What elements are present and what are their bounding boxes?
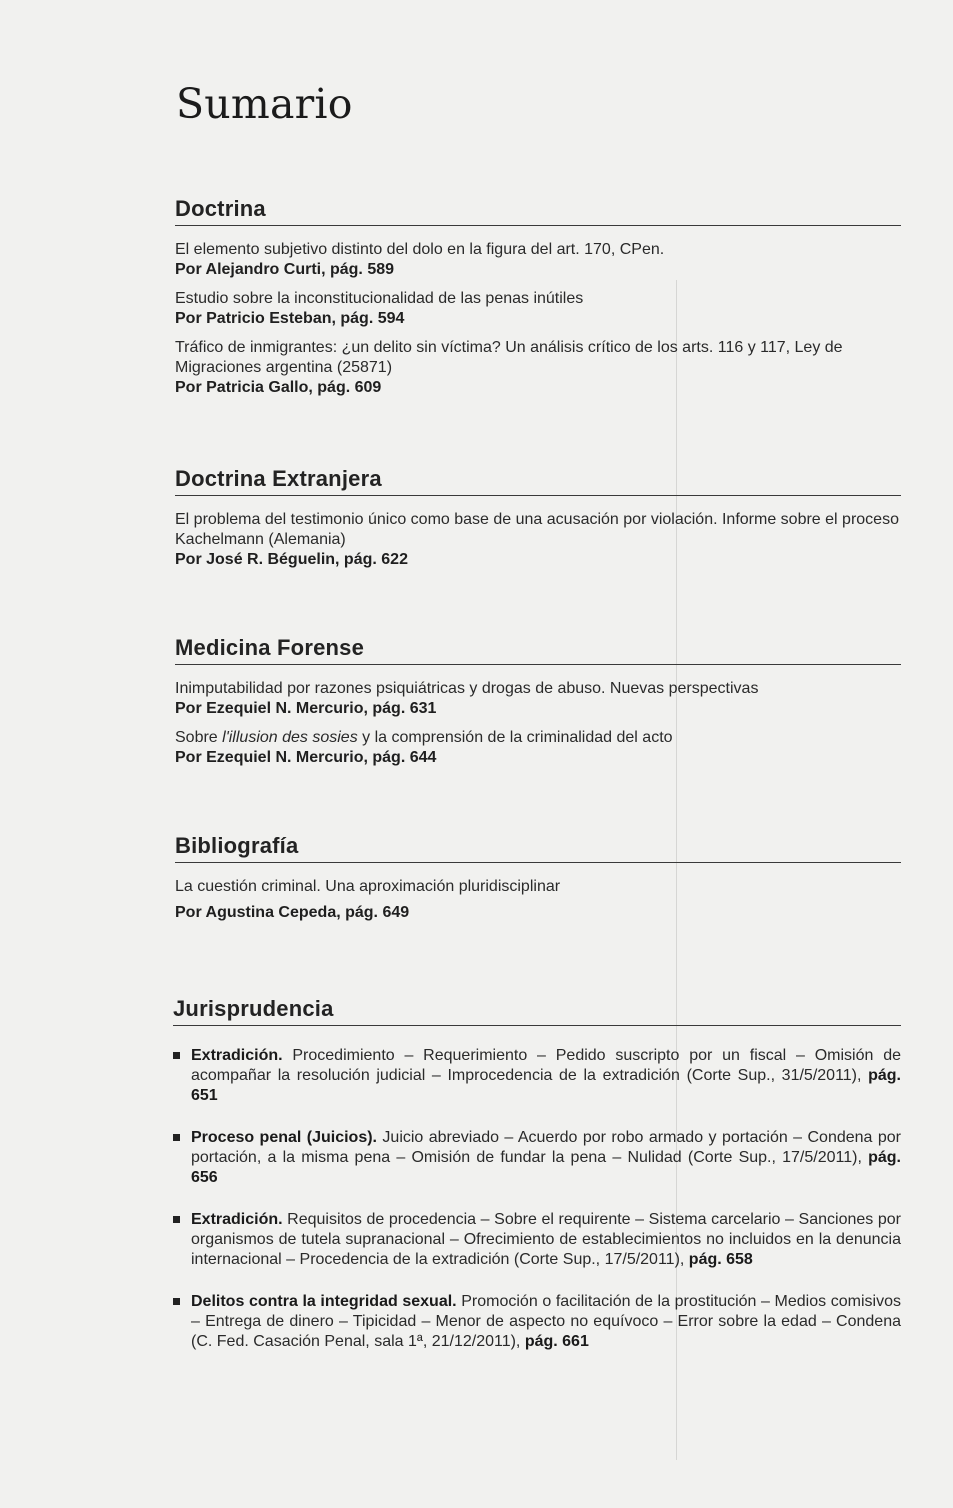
article-entry bbox=[175, 877, 901, 923]
page-title: Sumario bbox=[176, 80, 353, 128]
section-medicina-forense bbox=[175, 635, 901, 773]
case-item bbox=[173, 1210, 901, 1270]
bullet-square-icon bbox=[173, 1298, 180, 1305]
section-doctrina-extranjera bbox=[175, 466, 901, 575]
bullet-square-icon bbox=[173, 1216, 180, 1223]
title-text: Sobre bbox=[175, 729, 223, 746]
article-title: El problema del testimonio único como base de una acusación por violación. Informe sobre el proceso Kachelmann (Alemania) bbox=[175, 511, 899, 548]
article-entry bbox=[175, 728, 901, 768]
case-summary: Juicio abreviado – Acuerdo por robo armado y portación – Condena por portación, a la misma pena – Omisión de fundar la pena – Nulidad (Corte Sup., 17/5/2011), bbox=[191, 1129, 901, 1166]
case-topic: Extradición. bbox=[191, 1211, 283, 1228]
case-page: pág. 661 bbox=[520, 1333, 589, 1350]
article-title: Tráfico de inmigrantes: ¿un delito sin víctima? Un análisis crítico de los arts. 116 y 117, Ley de Migraciones argentina (25871) bbox=[175, 339, 843, 376]
bullet-square-icon bbox=[173, 1134, 180, 1141]
article-title: Inimputabilidad por razones psiquiátricas y drogas de abuso. Nuevas perspectivas bbox=[175, 680, 759, 697]
section-jurisprudencia bbox=[173, 996, 901, 1374]
article-entry bbox=[175, 679, 901, 719]
section-heading: Bibliografía bbox=[175, 833, 901, 863]
section-doctrina bbox=[175, 196, 901, 403]
article-title: El elemento subjetivo distinto del dolo en la figura del art. 170, CPen. bbox=[175, 241, 665, 258]
article-author: Por Alejandro Curti, pág. 589 bbox=[175, 261, 395, 278]
title-italic: l'illusion des sosies bbox=[222, 729, 358, 746]
case-page: pág. 656 bbox=[191, 1149, 901, 1186]
section-bibliografia bbox=[175, 833, 901, 928]
case-summary: Requisitos de procedencia – Sobre el requirente – Sistema carcelario – Sanciones por organismos de tutela supranacional – Ofrecimiento de establecimientos no incluidos en la denuncia internacional – Procedencia de la extradición (Corte Sup., 17/5/2011), bbox=[191, 1211, 901, 1268]
case-summary: Procedimiento – Requerimiento – Pedido suscripto por un fiscal – Omisión de acompañar la resolución judicial – Improcedencia de la extradición (Corte Sup., 31/5/2011), bbox=[191, 1047, 901, 1084]
article-title: Estudio sobre la inconstitucionalidad de las penas inútiles bbox=[175, 290, 584, 307]
section-heading: Jurisprudencia bbox=[173, 996, 901, 1026]
section-heading: Medicina Forense bbox=[175, 635, 901, 665]
article-author: Por Patricia Gallo, pág. 609 bbox=[175, 379, 382, 396]
article-author: Por Ezequiel N. Mercurio, pág. 644 bbox=[175, 749, 437, 766]
article-entry bbox=[175, 240, 901, 280]
article-entry bbox=[175, 338, 901, 398]
article-author: Por Patricio Esteban, pág. 594 bbox=[175, 310, 405, 327]
case-page: pág. 658 bbox=[684, 1251, 753, 1268]
case-page: pág. 651 bbox=[191, 1067, 901, 1104]
case-item bbox=[173, 1292, 901, 1352]
case-topic: Extradición. bbox=[191, 1047, 283, 1064]
article-author: Por Agustina Cepeda, pág. 649 bbox=[175, 904, 410, 921]
title-text: y la comprensión de la criminalidad del acto bbox=[357, 729, 673, 746]
bullet-square-icon bbox=[173, 1052, 180, 1059]
article-entry bbox=[175, 289, 901, 329]
article-title bbox=[175, 728, 901, 748]
case-topic: Delitos contra la integridad sexual. bbox=[191, 1293, 457, 1310]
section-heading: Doctrina bbox=[175, 196, 901, 226]
article-author: Por Ezequiel N. Mercurio, pág. 631 bbox=[175, 700, 437, 717]
article-author: Por José R. Béguelin, pág. 622 bbox=[175, 551, 408, 568]
case-list bbox=[173, 1046, 901, 1352]
case-item bbox=[173, 1128, 901, 1188]
section-heading: Doctrina Extranjera bbox=[175, 466, 901, 496]
case-item bbox=[173, 1046, 901, 1106]
case-topic: Proceso penal (Juicios). bbox=[191, 1129, 377, 1146]
article-title: La cuestión criminal. Una aproximación pluridisciplinar bbox=[175, 878, 561, 895]
article-entry bbox=[175, 510, 901, 570]
case-summary: Promoción o facilitación de la prostitución – Medios comisivos – Entrega de dinero – Tipicidad – Menor de aspecto no equívoco – Error sobre la edad – Condena (C. Fed. Casación Penal, sala 1ª, 21/12/2011), bbox=[191, 1293, 901, 1350]
